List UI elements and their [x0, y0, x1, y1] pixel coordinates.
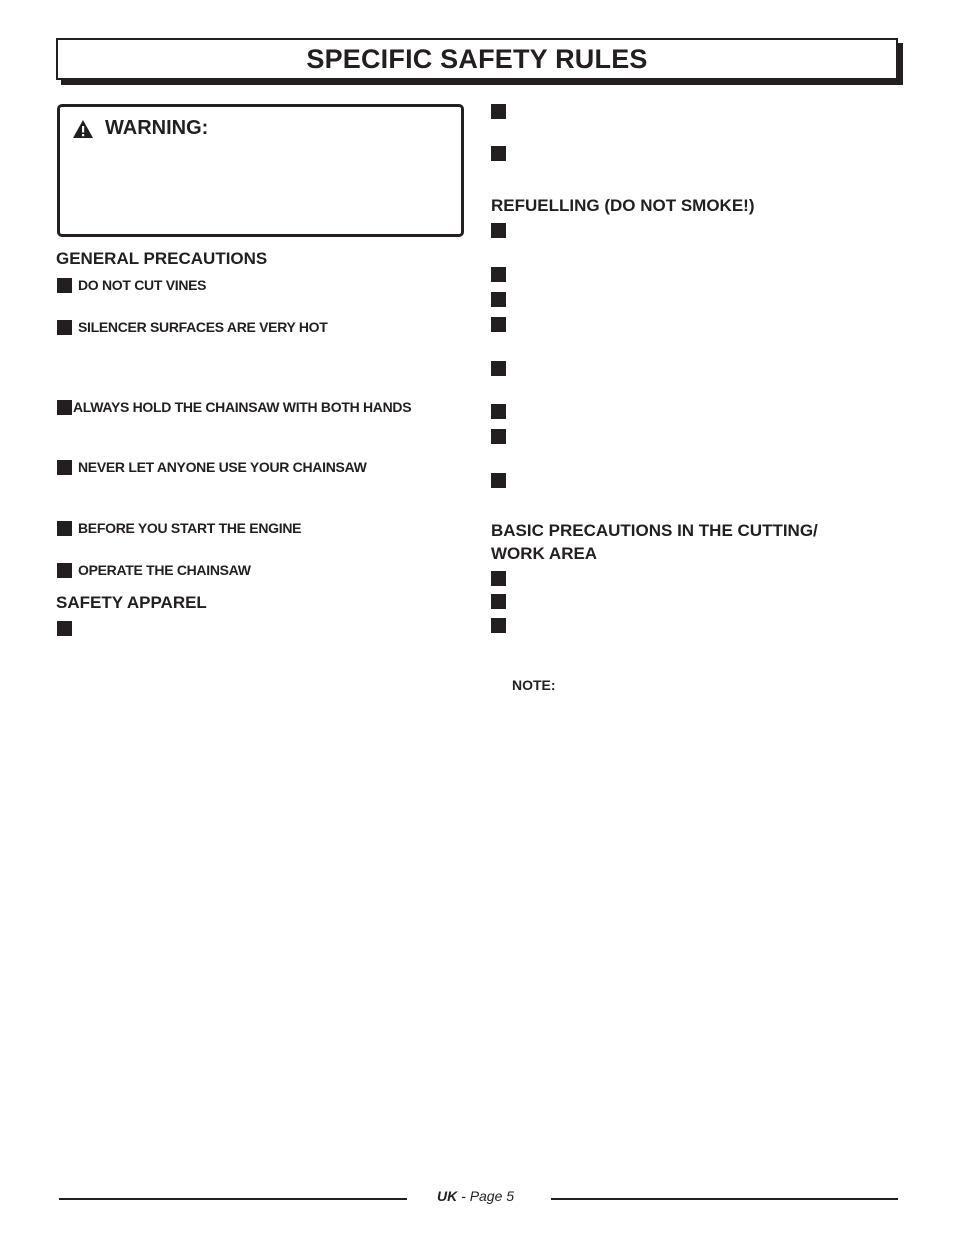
bullet-square-icon	[57, 521, 72, 536]
list-item-text: ALWAYS HOLD THE CHAINSAW WITH BOTH HANDS	[73, 399, 412, 415]
warning-label: WARNING:	[105, 117, 209, 139]
list-item	[57, 277, 206, 293]
page-title-box	[56, 38, 898, 80]
list-item	[491, 571, 506, 586]
bullet-square-icon	[491, 404, 506, 419]
list-item	[57, 459, 367, 475]
list-item	[491, 146, 506, 161]
list-item	[491, 404, 506, 419]
footer-separator: -	[457, 1188, 470, 1204]
bullet-square-icon	[491, 594, 506, 609]
bullet-square-icon	[57, 400, 72, 415]
bullet-square-icon	[491, 361, 506, 376]
list-item	[491, 618, 506, 633]
list-item	[491, 473, 506, 488]
bullet-square-icon	[491, 571, 506, 586]
bullet-square-icon	[491, 618, 506, 633]
footer-rule-left	[59, 1198, 407, 1200]
list-item	[57, 399, 411, 415]
bullet-square-icon	[491, 292, 506, 307]
bullet-square-icon	[491, 473, 506, 488]
warning-header	[72, 117, 208, 140]
list-item	[57, 562, 251, 578]
list-item-text: OPERATE THE CHAINSAW	[78, 562, 251, 578]
bullet-square-icon	[491, 317, 506, 332]
list-item	[491, 594, 506, 609]
list-item	[57, 621, 72, 636]
note-label: NOTE:	[512, 677, 556, 693]
bullet-square-icon	[491, 104, 506, 119]
list-item	[491, 292, 506, 307]
list-item	[491, 223, 506, 238]
bullet-square-icon	[57, 563, 72, 578]
page-title: SPECIFIC SAFETY RULES	[306, 43, 648, 74]
bullet-square-icon	[491, 429, 506, 444]
page-footer	[437, 1188, 514, 1204]
list-item	[491, 267, 506, 282]
bullet-square-icon	[57, 621, 72, 636]
list-item	[491, 361, 506, 376]
bullet-square-icon	[491, 267, 506, 282]
list-item	[491, 429, 506, 444]
list-item	[57, 520, 301, 536]
basic-precautions-heading-line1: BASIC PRECAUTIONS IN THE CUTTING/	[491, 521, 818, 540]
list-item-text: NEVER LET ANYONE USE YOUR CHAINSAW	[78, 459, 367, 475]
list-item	[491, 317, 506, 332]
bullet-square-icon	[57, 278, 72, 293]
basic-precautions-heading	[491, 519, 818, 565]
warning-box	[57, 104, 464, 237]
bullet-square-icon	[491, 146, 506, 161]
footer-region: UK	[437, 1188, 458, 1204]
list-item-text: SILENCER SURFACES ARE VERY HOT	[78, 319, 328, 335]
safety-apparel-heading: SAFETY APPAREL	[56, 593, 207, 612]
basic-precautions-heading-line2: WORK AREA	[491, 544, 598, 563]
footer-page-number: Page 5	[469, 1188, 515, 1204]
warning-triangle-icon	[72, 119, 94, 139]
list-item	[491, 104, 506, 119]
list-item-text: DO NOT CUT VINES	[78, 277, 207, 293]
refuelling-heading: REFUELLING (DO NOT SMOKE!)	[491, 196, 755, 215]
bullet-square-icon	[57, 320, 72, 335]
list-item	[57, 319, 328, 335]
general-precautions-heading: GENERAL PRECAUTIONS	[56, 249, 268, 268]
bullet-square-icon	[57, 460, 72, 475]
list-item-text: BEFORE YOU START THE ENGINE	[78, 520, 302, 536]
bullet-square-icon	[491, 223, 506, 238]
footer-rule-right	[551, 1198, 898, 1200]
